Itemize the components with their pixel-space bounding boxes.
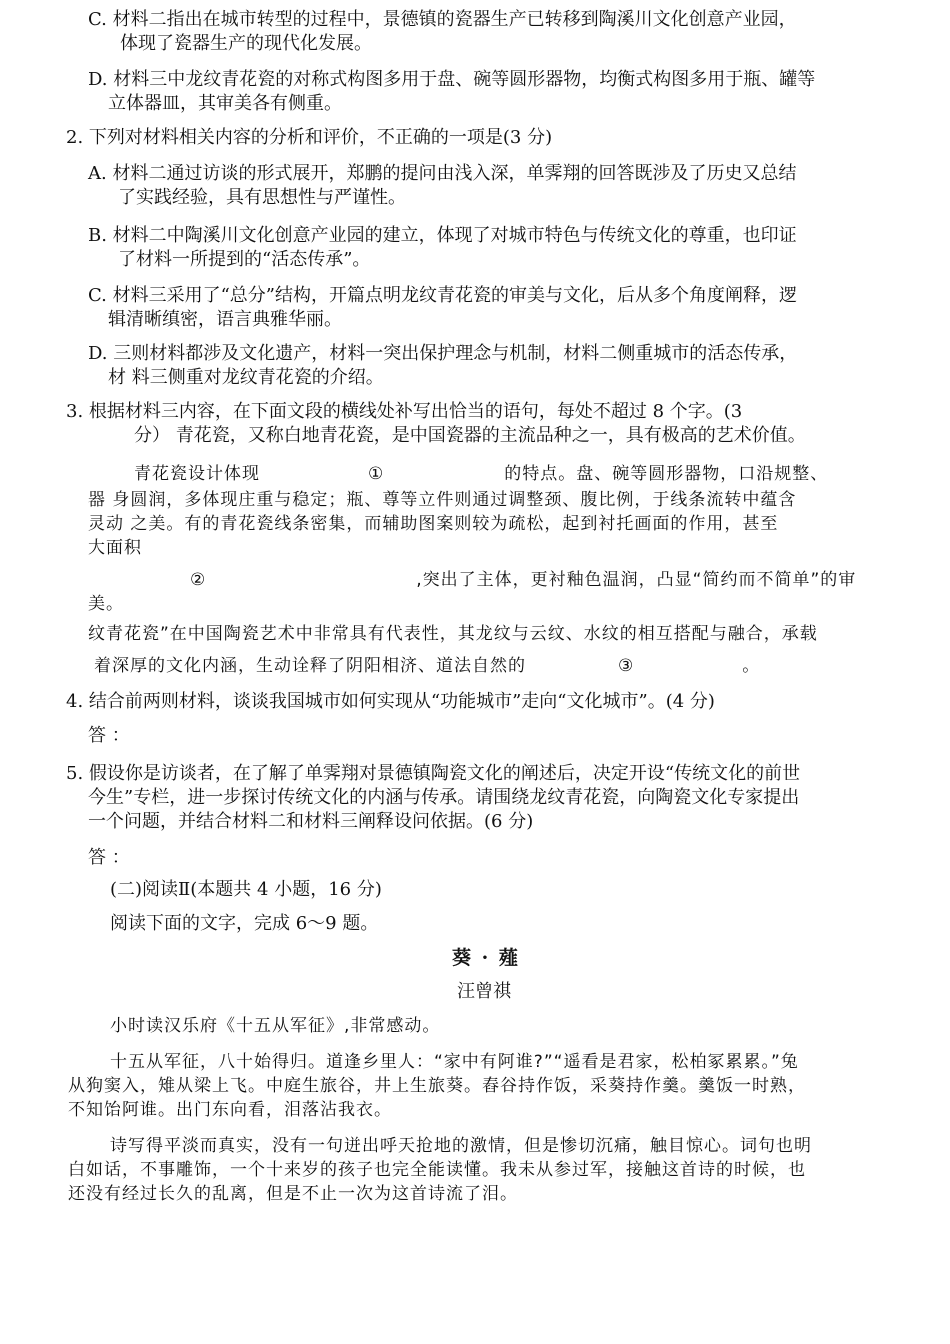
q1-option-d-line2: 立体器皿，其审美各有侧重。: [108, 93, 342, 114]
q4-stem: 4. 结合前两则材料，谈谈我国城市如何实现从“功能城市”走向“文化城市”。(4 分): [66, 691, 715, 712]
q2-option-a-line2: 了实践经验，具有思想性与严谨性。: [118, 187, 406, 208]
poem-line3: 不知饴阿谁。出门东向看，泪落沾我衣。: [68, 1100, 392, 1120]
q2-stem: 2. 下列对材料相关内容的分析和评价，不正确的一项是(3 分): [66, 127, 553, 148]
q3-stem-line1: 3. 根据材料三内容，在下面文段的横线处补写出恰当的语句，每处不超过 8 个字。(3: [66, 401, 743, 422]
q1-option-c-line1: C. 材料二指出在城市转型的过程中，景德镇的瓷器生产已转移到陶溪川文化创意产业园，: [88, 9, 797, 30]
q3-passage-line1-start: 青花瓷设计体现: [134, 464, 260, 484]
poem-line2: 从狗窦入，雉从梁上飞。中庭生旅谷，井上生旅葵。舂谷持作饭，采葵持作羹。羹饭一时熟，: [68, 1076, 806, 1096]
q5-stem-line1: 5. 假设你是访谈者，在了解了单霁翔对景德镇陶瓷文化的阐述后，决定开设“传统文化的前世: [66, 763, 801, 784]
q3-passage2-line2-text: 着深厚的文化内涵，生动诠释了阴阳相济、道法自然的: [94, 656, 526, 676]
q3-passage-line6: 美。: [88, 594, 124, 614]
q2-option-a-line1: A. 材料二通过访谈的形式展开，郑鹏的提问由浅入深，单霁翔的回答既涉及了历史又总结: [88, 163, 797, 184]
q3-passage-line5-text: ,突出了主体，更衬釉色温润，凸显“简约而不简单”的审: [416, 570, 857, 590]
poem-line1: 十五从军征，八十始得归。道逢乡里人：“家中有阿谁?”“遥看是君家，松柏冢累累。”兔: [110, 1052, 799, 1072]
q2-option-c-line2: 辑清晰缜密，语言典雅华丽。: [108, 309, 342, 330]
q2-option-d-line1: D. 三则材料都涉及文化遗产，材料一突出保护理念与机制，材料二侧重城市的活态传承，: [88, 343, 798, 364]
q2-option-b-line2: 了材料一所提到的“活态传承”。: [118, 249, 371, 270]
article-author: 汪曾祺: [457, 981, 511, 1002]
q3-passage-line4: 大面积: [88, 538, 142, 558]
q3-passage-line1-end: 的特点。盘、碗等圆形器物，口沿规整、: [504, 464, 829, 484]
q5-stem-line3: 一个问题，并结合材料二和材料三阐释设问依据。(6 分): [88, 811, 534, 832]
blank-marker-2: ②: [190, 570, 207, 590]
section-heading: (二)阅读Ⅱ(本题共 4 小题，16 分): [110, 879, 382, 900]
q2-option-d-line2: 材 料三侧重对龙纹青花瓷的介绍。: [108, 367, 384, 388]
q4-answer-label: 答 ：: [88, 725, 130, 746]
blank-marker-3: ③: [618, 656, 635, 676]
q3-passage2-end: 。: [742, 656, 761, 676]
article-para3-line2: 白如话，不事雕饰，一个十来岁的孩子也完全能读懂。我未从参过军，接触这首诗的时候，也: [68, 1160, 806, 1180]
q3-passage2-line1: 纹青花瓷”在中国陶瓷艺术中非常具有代表性，其龙纹与云纹、水纹的相互搭配与融合，承载: [88, 624, 818, 644]
blank-marker-1: ①: [368, 464, 385, 484]
q1-option-d-line1: D. 材料三中龙纹青花瓷的对称式构图多用于盘、碗等圆形器物，均衡式构图多用于瓶、罐等: [88, 69, 816, 90]
q3-passage-line5: [88, 568, 856, 592]
q3-passage-line1: [134, 462, 828, 486]
q5-stem-line2: 今生”专栏，进一步探讨传统文化的内涵与传承。请围绕龙纹青花瓷，向陶瓷文化专家提出: [88, 787, 800, 808]
article-para3-line3: 还没有经过长久的乱离，但是不止一次为这首诗流了泪。: [68, 1184, 518, 1204]
q1-option-c-line2: 体现了瓷器生产的现代化发展。: [120, 33, 372, 54]
q3-passage-line2: 器 身圆润，多体现庄重与稳定；瓶、尊等立件则通过调整颈、腹比例，于线条流转中蕴含: [88, 490, 797, 510]
q2-option-b-line1: B. 材料二中陶溪川文化创意产业园的建立，体现了对城市特色与传统文化的尊重，也印证: [88, 225, 797, 246]
q5-answer-label: 答 ：: [88, 847, 130, 868]
q3-stem-line2: 分） 青花瓷，又称白地青花瓷，是中国瓷器的主流品种之一，具有极高的艺术价值。: [134, 425, 806, 446]
q2-option-c-line1: C. 材料三采用了“总分”结构，开篇点明龙纹青花瓷的审美与文化，后从多个角度阐释，逻: [88, 285, 797, 306]
article-para1: 小时读汉乐府《十五从军征》,非常感动。: [110, 1016, 441, 1036]
article-title: 葵 · 薤: [452, 947, 520, 969]
q3-passage2-line2: [94, 654, 760, 678]
section-instruction: 阅读下面的文字，完成 6～9 题。: [110, 913, 379, 934]
article-para3-line1: 诗写得平淡而真实，没有一句迸出呼天抢地的激情，但是惨切沉痛，触目惊心。词句也明: [110, 1136, 812, 1156]
q3-passage-line3: 灵动 之美。有的青花瓷线条密集，而辅助图案则较为疏松，起到衬托画面的作用，甚至: [88, 514, 779, 534]
